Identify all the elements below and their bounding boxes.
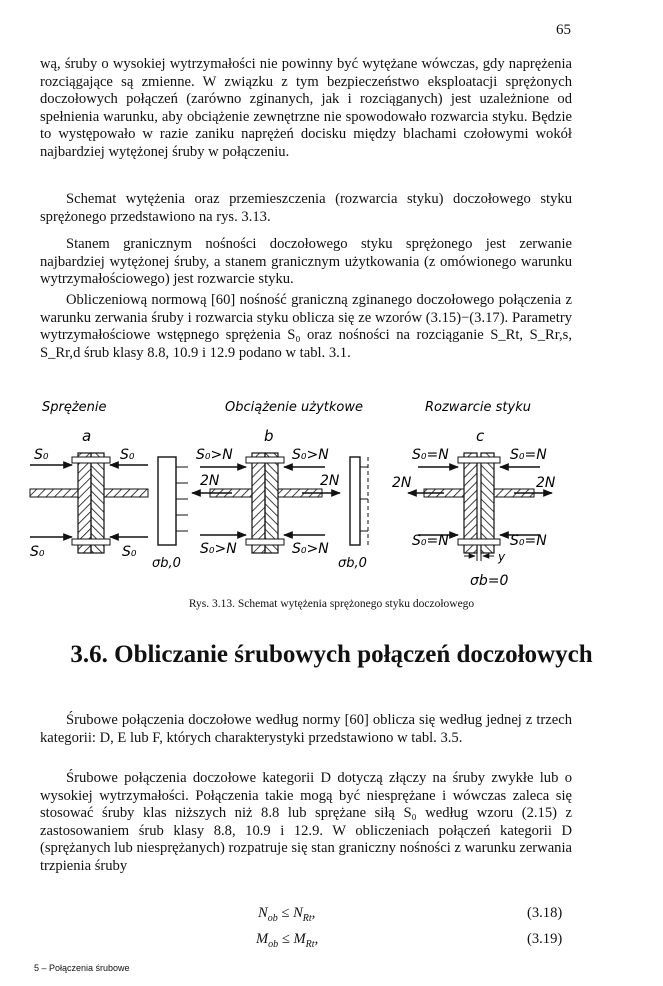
label-b-sigma-right: σb,0 [338,556,367,571]
eq1-rhs-sub: Rt [302,912,312,924]
label-a-s0-bl: S₀ [30,544,45,560]
label-a-s0-br: S₀ [122,544,137,560]
eq2-rhs: M [293,931,306,947]
paragraph-6: Śrubowe połączenia doczołowe kategorii D dotyczą złączy na śruby zwykłe lub o wysokiej wytrzymałości. Połączenia takie mogą być niesprężane i wówczas zaleca się stosować śruby klas niższych niż 8.8 lub sprężane siłą S₀ według wzoru (2.15) z zastosowaniem śrub klasy 8.8, 10.9 i 12.9. W obliczeniach połączeń kategorii D (sprężanych lub niesprężanych) rozpatruje się stan graniczny nośności z warunku zerwania trzpienia śruby [40,770,572,874]
label-c-mid-left: 2N [392,475,412,491]
label-c-top-right: S₀=N [510,447,547,463]
label-b-mid-right: 2N [320,473,340,489]
eq1-rhs: N [293,905,303,921]
label-c-mid-right: 2N [536,475,556,491]
label-a-s0-tr: S₀ [120,447,135,463]
diagram-c [392,447,556,589]
figure-3-13 [20,395,620,595]
section-heading: 3.6. Obliczanie śrubowych połączeń doczołowych [70,641,593,668]
label-c-gap: y [498,550,506,564]
label-c-bot-right: S₀=N [510,533,547,549]
title-prestress: Sprężenie [42,400,107,415]
equation-number-3-18: (3.18) [527,905,563,921]
diagram-a [30,447,148,560]
page-footer: 5 – Połączenia śrubowe [34,963,130,973]
label-b-bot-right: S₀>N [292,541,329,557]
paragraph-4: Obliczeniową normową [60] nośność graniczną zginanego doczołowego połączenia z warunku zerwania śruby i rozwarcia styku oblicza się ze wzorów (3.15)−(3.17). Parametry wytrzymałościowe wstępnego sprężenia S₀ oraz nośności na rozciąganie S_Rt, S_Rr,s, S_Rr,d śrub klasy 8.8, 10.9 i 12.9 podano w tabl. 3.1. [40,292,572,361]
eq2-lhs: M [256,931,269,947]
equation-3-19: $M_{ob} \le M_{Rt}$, [256,931,319,950]
letter-c: c [476,427,485,445]
paragraph-1: wą, śruby o wysokiej wytrzymałości nie powinny być wytężane wówczas, gdy naprężenia rozciągające są zmienne. W związku z tym bezpieczeństwo eksploatacji sprężonych doczołowych połączeń (zarówno zginanych, jak i rozciąganych) jest uzależnione od spełnienia warunku, aby obciążenie zewnętrzne nie spowodowało rozwarcia styku. Będzie to występowało w razie zaniku naprężeń docisku między blachami czołowymi wokół najbardziej wytężonej śruby w połączeniu. [40,56,572,160]
paragraph-5: Śrubowe połączenia doczołowe według normy [60] oblicza się według jednej z trzech kategorii: D, E lub F, których charakterystyki przedstawiono w tabl. 3.5. [40,712,572,746]
label-b-mid-left: 2N [200,473,220,489]
eq1-lhs-sub: ob [267,912,278,924]
title-service-load: Obciążenie użytkowe [225,400,363,415]
equation-number-3-19: (3.19) [527,931,563,947]
label-b-bot-left: S₀>N [200,541,237,557]
letter-b: b [264,427,274,445]
diagram-b [152,447,368,571]
eq1-lhs: N [258,905,268,921]
paragraph-2: Schemat wytężenia oraz przemieszczenia (rozwarcia styku) doczołowego styku sprężonego przedstawiono na rys. 3.13. [40,191,572,225]
eq2-op: ≤ [281,931,290,947]
figure-caption: Rys. 3.13. Schemat wytężenia sprężonego styku doczołowego [188,598,475,610]
label-a-s0-tl: S₀ [34,447,49,463]
label-b-sigma-left: σb,0 [152,556,181,571]
title-gap-opening: Rozwarcie styku [425,400,531,415]
equation-3-18: $N_{ob} \le N_{Rt}$, [258,905,316,924]
label-c-bot-left: S₀=N [412,533,449,549]
eq2-lhs-sub: ob [268,938,279,950]
page-number: 65 [556,22,571,38]
label-b-top-left: S₀>N [196,447,233,463]
paragraph-3: Stanem granicznym nośności doczołowego styku sprężonego jest zerwanie najbardziej wytężonej śruby, a stanem granicznym użytkowania (z omówionego warunku wytrzymałościowego) jest rozwarcie styku. [40,236,572,288]
eq1-op: ≤ [281,905,290,921]
label-c-top-left: S₀=N [412,447,449,463]
letter-a: a [82,427,92,445]
label-c-sigma: σb=0 [470,573,509,589]
eq2-rhs-sub: Rt [305,938,315,950]
label-b-top-right: S₀>N [292,447,329,463]
